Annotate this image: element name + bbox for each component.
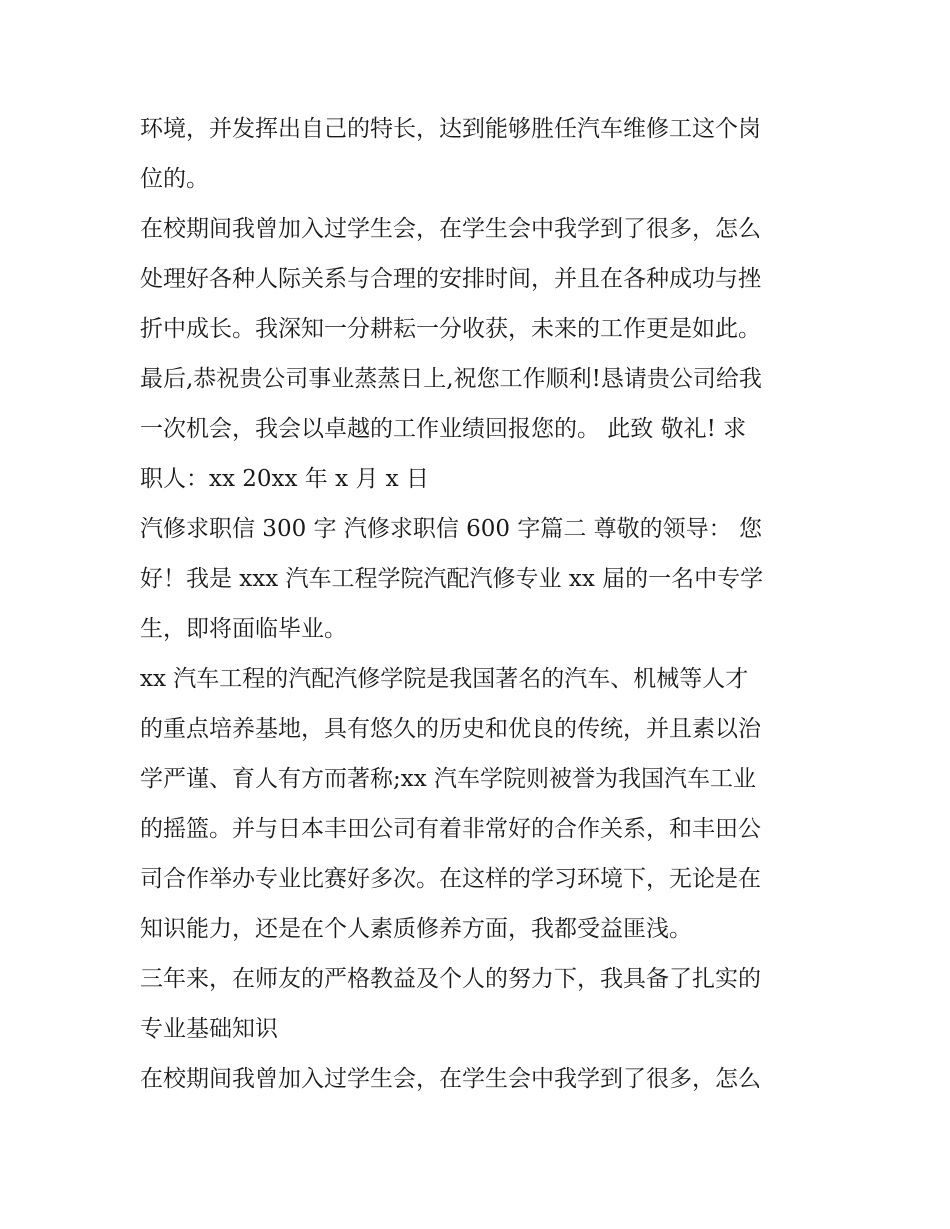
text-line: 在校期间我曾加入过学生会，在学生会中我学到了很多，怎么 — [140, 1066, 761, 1092]
text-line: 好！我是 xxx 汽车工程学院汽配汽修专业 xx 届的一名中专学 — [140, 566, 764, 592]
text-line: 最后,恭祝贵公司事业蒸蒸日上,祝您工作顺利!恳请贵公司给我 — [140, 366, 762, 392]
text-line: 折中成长。我深知一分耕耘一分收获，未来的工作更是如此。 — [140, 316, 761, 342]
text-line: 位的。 — [140, 166, 209, 192]
text-line: 处理好各种人际关系与合理的安排时间，并且在各种成功与挫 — [140, 266, 761, 292]
document-body — [140, 104, 815, 1104]
text-line: 的重点培养基地，具有悠久的历史和优良的传统，并且素以治 — [140, 716, 761, 742]
text-line: 知识能力，还是在个人素质修养方面，我都受益匪浅。 — [140, 916, 692, 942]
text-line: xx 汽车工程的汽配汽修学院是我国著名的汽车、机械等人才 — [140, 666, 749, 692]
text-line: 环境，并发挥出自己的特长，达到能够胜任汽车维修工这个岗 — [140, 116, 761, 142]
text-line: 专业基础知识 — [140, 1016, 278, 1042]
text-line: 一次机会，我会以卓越的工作业绩回报您的。 此致 敬礼! 求 — [140, 416, 747, 442]
text-line: 司合作举办专业比赛好多次。在这样的学习环境下，无论是在 — [140, 866, 761, 892]
text-line: 在校期间我曾加入过学生会，在学生会中我学到了很多，怎么 — [140, 216, 761, 242]
text-line: 汽修求职信 300 字 汽修求职信 600 字篇二 尊敬的领导： 您 — [140, 516, 762, 542]
text-line: 学严谨、育人有方而著称;xx 汽车学院则被誉为我国汽车工业 — [140, 766, 757, 792]
text-line: 生，即将面临毕业。 — [140, 616, 347, 642]
text-line: 的摇篮。并与日本丰田公司有着非常好的合作关系，和丰田公 — [140, 816, 761, 842]
text-line: 三年来，在师友的严格教益及个人的努力下，我具备了扎实的 — [140, 966, 761, 992]
text-line: 职人：xx 20xx 年 x 月 x 日 — [140, 466, 429, 492]
